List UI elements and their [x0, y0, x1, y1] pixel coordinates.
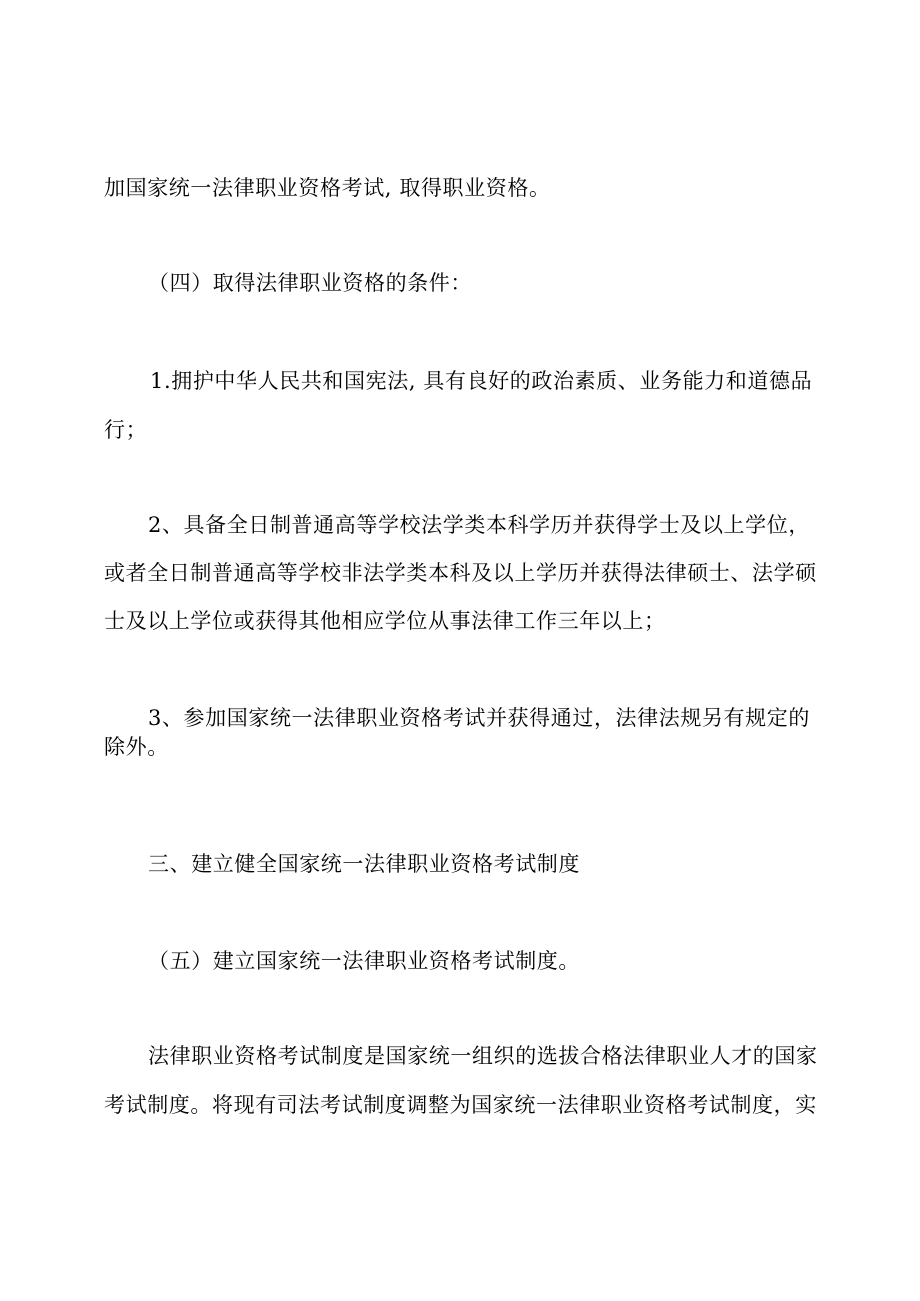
- condition-2-line-2: 或者全日制普通高等学校非法学类本科及以上学历并获得法律硕士、法学硕: [104, 561, 817, 585]
- condition-1-line-1: 1.拥护中华人民共和国宪法, 具有良好的政治素质、业务能力和道德品: [150, 369, 813, 393]
- section-heading-4: （四）取得法律职业资格的条件：: [148, 271, 472, 295]
- condition-1-line-2: 行；: [104, 418, 148, 442]
- condition-3-line-1: 3、参加国家统一法律职业资格考试并获得通过，法律法规另有规定的: [148, 706, 810, 730]
- condition-3-line-2: 除外。: [104, 735, 169, 759]
- paragraph-line-1: 法律职业资格考试制度是国家统一组织的选拔合格法律职业人才的国家: [148, 1044, 818, 1068]
- condition-2-line-3: 士及以上学位或获得其他相应学位从事法律工作三年以上；: [104, 609, 666, 633]
- text-line-1: 加国家统一法律职业资格考试, 取得职业资格。: [104, 176, 551, 200]
- paragraph-line-2: 考试制度。将现有司法考试制度调整为国家统一法律职业资格考试制度，实: [104, 1093, 817, 1117]
- chapter-heading-3: 三、建立健全国家统一法律职业资格考试制度: [148, 852, 580, 876]
- section-heading-5: （五）建立国家统一法律职业资格考试制度。: [148, 949, 580, 973]
- condition-2-line-1: 2、具备全日制普通高等学校法学类本科学历并获得学士及以上学位，: [148, 513, 810, 537]
